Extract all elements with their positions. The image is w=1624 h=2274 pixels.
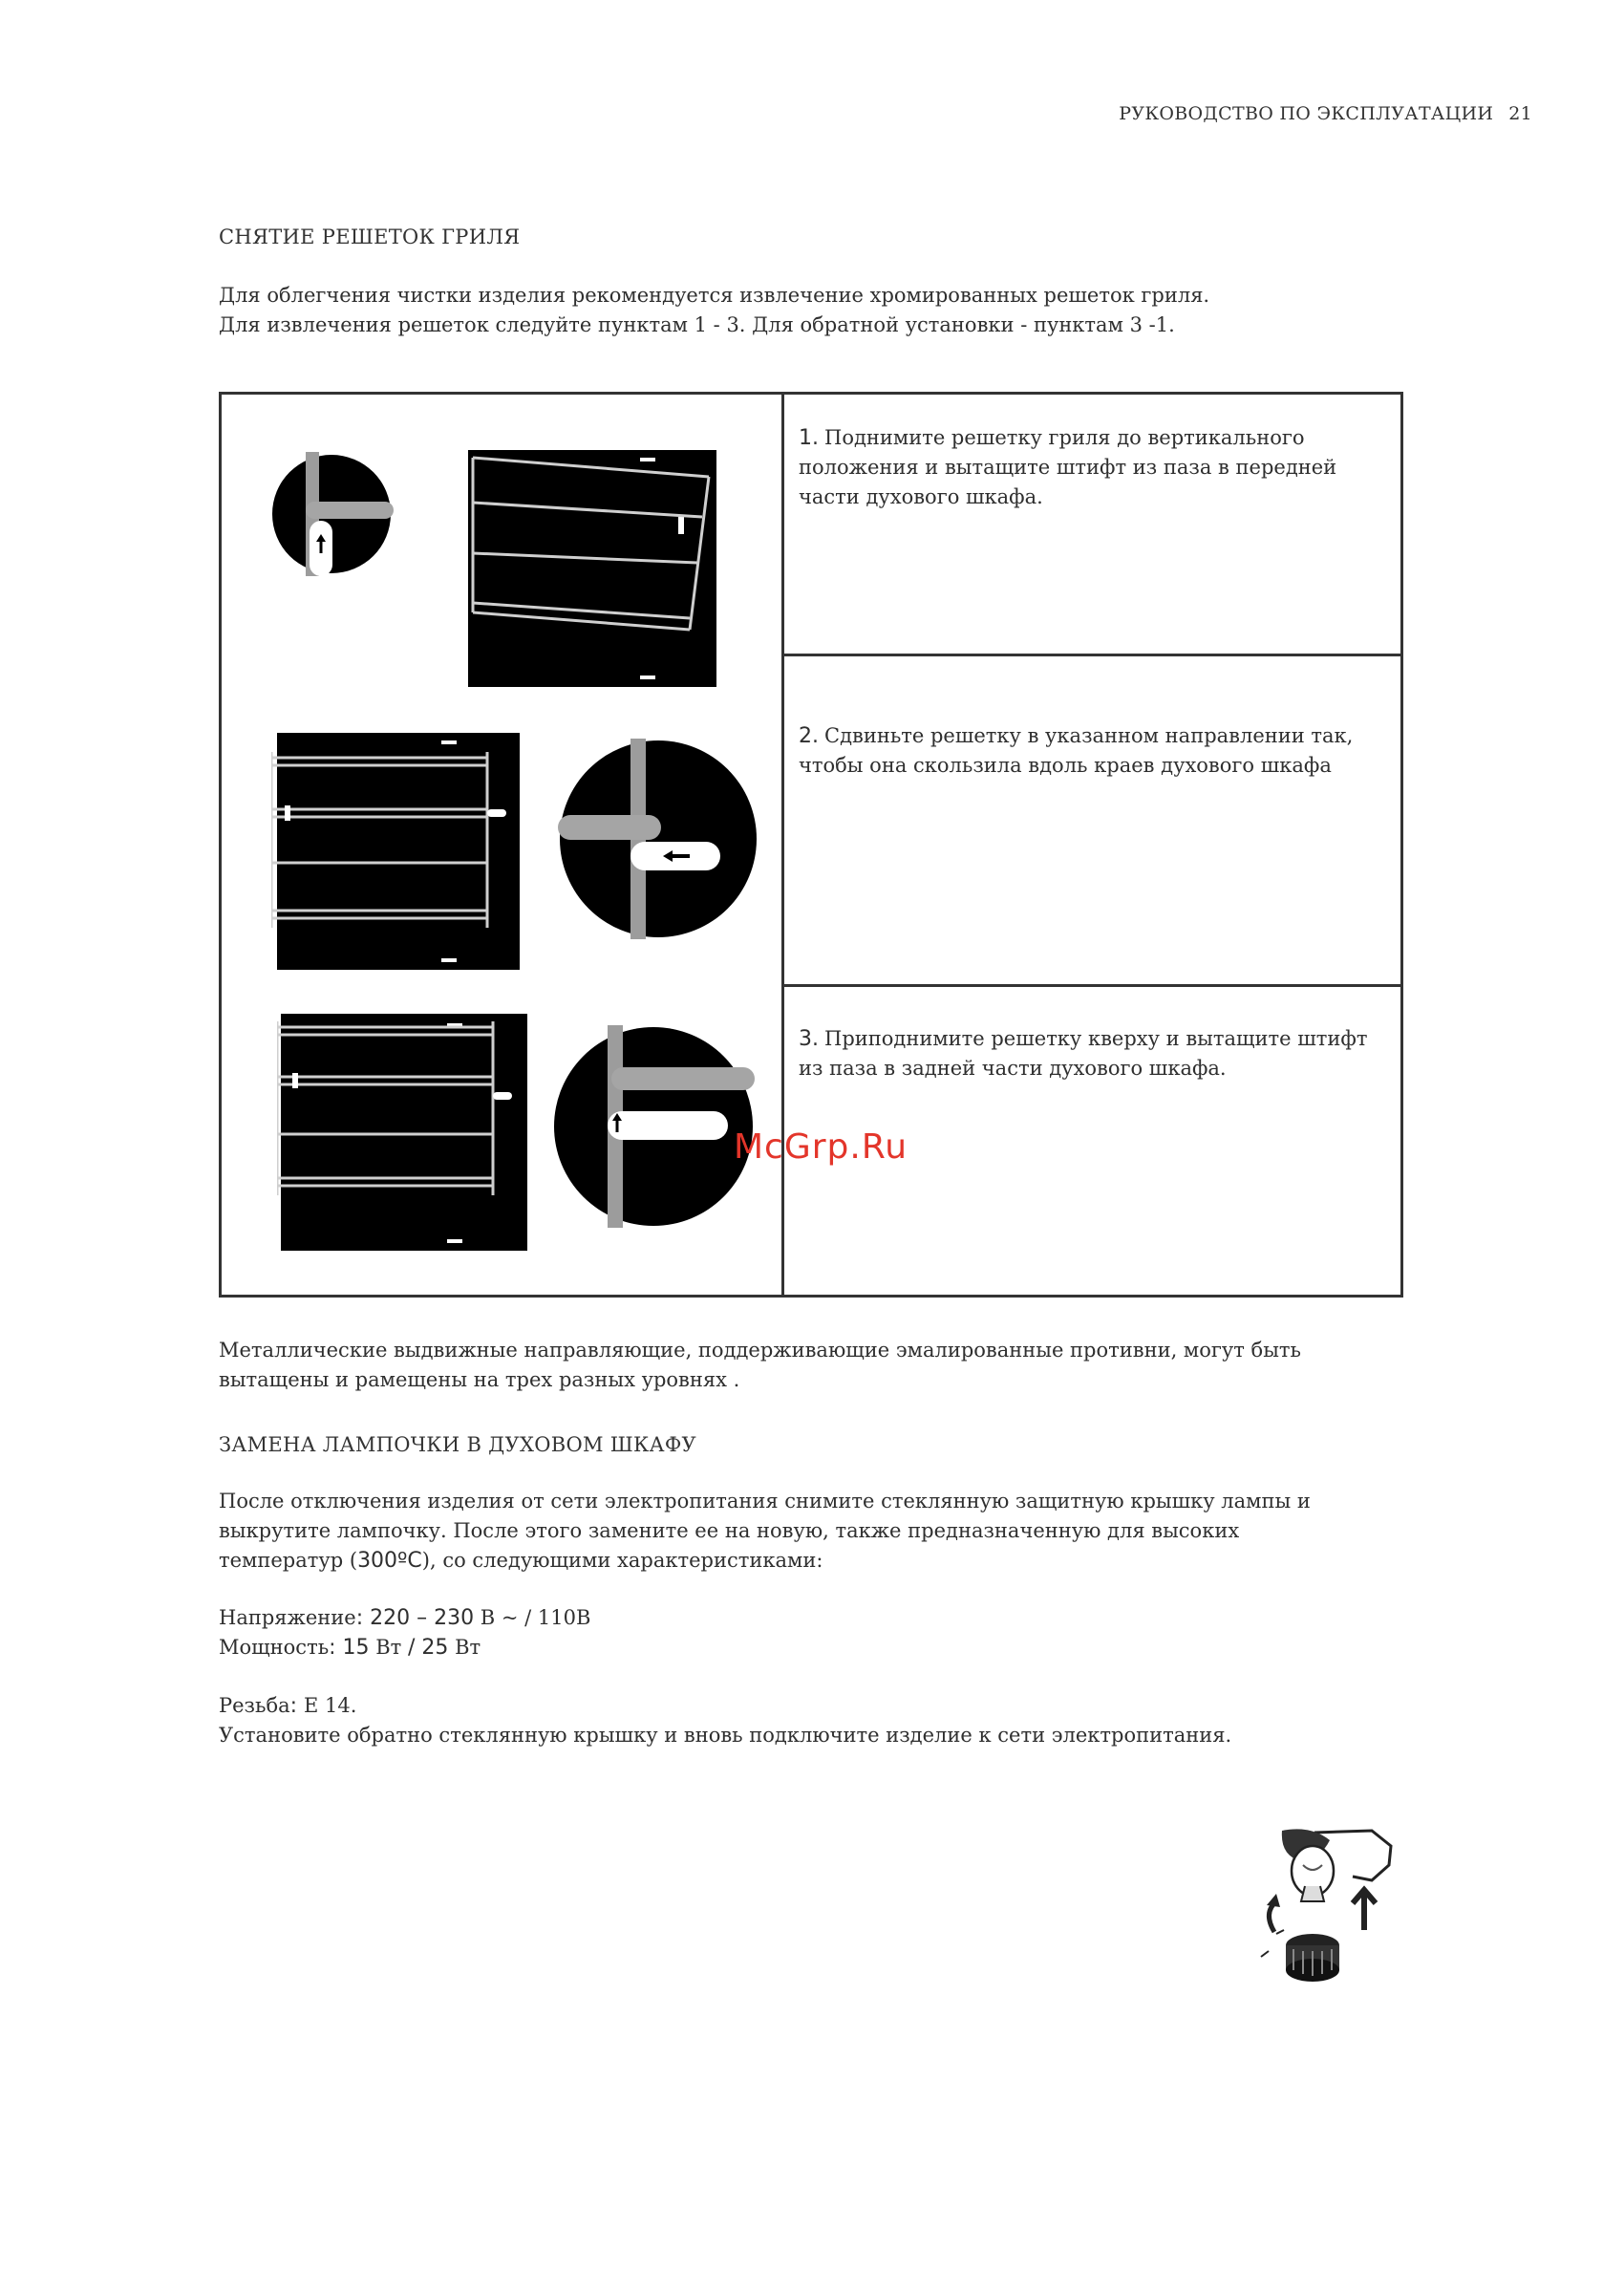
paragraph-line: вытащены и рамещены на трех разных уровнях .: [219, 1368, 740, 1391]
paragraph-line: Металлические выдвижные направляющие, поддерживающие эмалированные противни, могут быть: [219, 1339, 1301, 1362]
step-description: Поднимите решетку гриля до вертикального положения и вытащите штифт из паза в передней части духового шкафа.: [799, 426, 1337, 508]
step-3-zoom-illustration: [552, 1025, 755, 1228]
table-divider: [781, 654, 1400, 656]
page-number: 21: [1508, 103, 1532, 124]
step-1-text: [799, 423, 1381, 512]
step-2-rack-illustration: [271, 733, 520, 972]
paragraph-line: выкрутите лампочку. После этого замените ее на новую, также предназначенную для высоких: [219, 1519, 1240, 1542]
final-instruction: Установите обратно стеклянную крышку и вновь подключите изделие к сети электропитания.: [219, 1724, 1232, 1747]
step-3-rack-illustration: [277, 1014, 527, 1253]
spec-value: 220 – 230: [370, 1606, 475, 1630]
spec-label: Напряжение: [219, 1606, 356, 1629]
text-fragment: температур (: [219, 1549, 358, 1572]
text-fragment: ), со следующими характеристиками:: [421, 1549, 823, 1572]
step-number: 1.: [799, 426, 819, 450]
step-description: Приподнимите решетку кверху и вытащите штифт из паза в задней части духового шкафа.: [799, 1027, 1368, 1080]
step-3-text: [799, 1024, 1381, 1083]
section-title-lamp: ЗАМЕНА ЛАМПОЧКИ В ДУХОВОМ ШКАФУ: [219, 1433, 697, 1456]
spec-unit: Вт: [455, 1636, 481, 1659]
paragraph-line: После отключения изделия от сети электропитания снимите стеклянную защитную крышку лампы и: [219, 1490, 1311, 1512]
voltage-spec: Напряжение: 220 – 230 В ~ / 110В: [219, 1606, 591, 1630]
step-2-text: [799, 721, 1381, 781]
spec-unit: Вт: [375, 1636, 402, 1659]
spec-unit: В ~ / 110В: [480, 1606, 591, 1629]
step-1-zoom-illustration: [269, 452, 394, 576]
rails-paragraph: [219, 1336, 1403, 1395]
paragraph-line: [219, 1546, 1311, 1576]
watermark: McGrp.Ru: [734, 1127, 908, 1167]
thread-and-final: [219, 1691, 1231, 1750]
lamp-bulb-icon: [1257, 1827, 1400, 1993]
lamp-paragraph: [219, 1487, 1311, 1576]
step-number: 3.: [799, 1027, 819, 1051]
header-title: РУКОВОДСТВО ПО ЭКСПЛУАТАЦИИ: [1119, 103, 1494, 124]
spec-value: Е 14.: [304, 1694, 357, 1717]
intro-line: Для извлечения решеток следуйте пунктам 1 - 3. Для обратной установки - пунктам 3 -1.: [219, 313, 1175, 336]
intro-line: Для облегчения чистки изделия рекомендуется извлечение хромированных решеток гриля.: [219, 284, 1210, 307]
table-divider: [781, 984, 1400, 987]
step-description: Сдвиньте решетку в указанном направлении так, чтобы она скользила вдоль краев духового шкафа: [799, 724, 1354, 777]
temperature-value: 300ºС: [357, 1549, 422, 1573]
power-spec: Мощность: 15 Вт / 25 Вт: [219, 1636, 481, 1660]
step-2-zoom-illustration: [558, 739, 759, 939]
spec-label: Резьба: [219, 1694, 290, 1717]
thread-spec: Резьба: Е 14.: [219, 1694, 357, 1718]
step-1-rack-illustration: [468, 450, 716, 689]
spec-value: / 25: [407, 1636, 449, 1660]
section-intro: [219, 281, 1209, 340]
lamp-specs: [219, 1603, 590, 1663]
section-title-grill: СНЯТИЕ РЕШЕТОК ГРИЛЯ: [219, 225, 521, 248]
page-header: [1119, 103, 1532, 124]
spec-value: 15: [342, 1636, 370, 1660]
spec-label: Мощность: [219, 1636, 330, 1659]
step-number: 2.: [799, 724, 819, 748]
